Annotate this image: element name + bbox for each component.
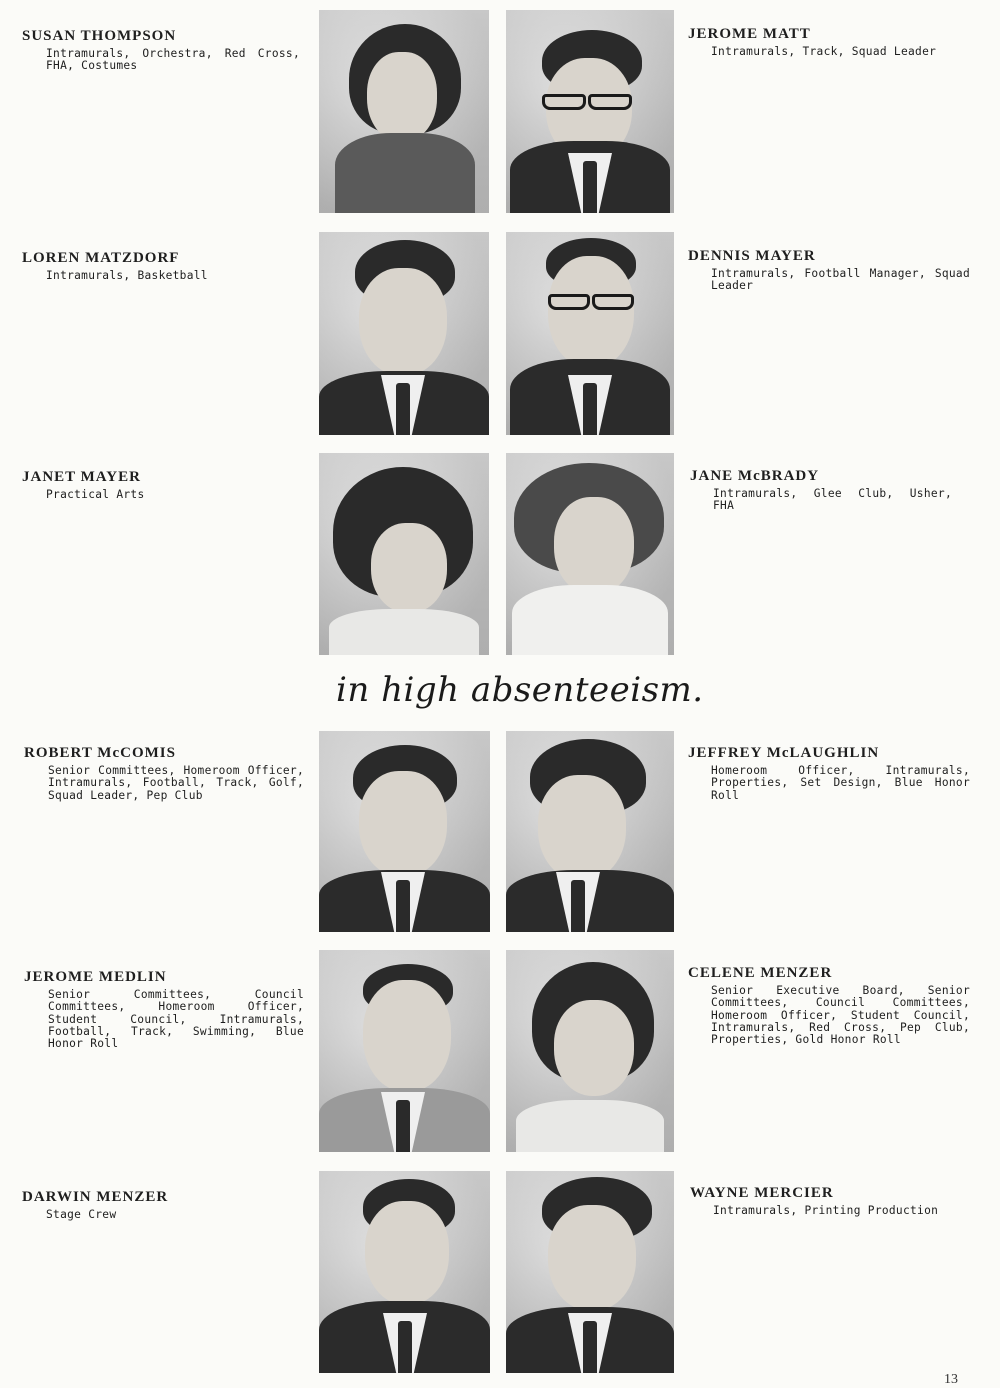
senior-activities: Senior Executive Board, Senior Committees, Council Committees, Homeroom Officer, Student Council, Intramurals, Red Cross, Pep Club, Properties, Gold Honor Roll	[711, 984, 970, 1047]
senior-name: CELENE MENZER	[688, 965, 833, 981]
senior-bio-janet-mayer	[22, 469, 300, 501]
portrait-photo	[319, 232, 489, 435]
senior-name: JEROME MATT	[688, 26, 811, 42]
senior-bio-robert-mccomis	[24, 745, 304, 802]
senior-bio-wayne-mercier	[690, 1185, 952, 1217]
senior-name: DENNIS MAYER	[688, 248, 816, 264]
senior-activities: Homeroom Officer, Intramurals, Properties, Set Design, Blue Honor Roll	[711, 764, 970, 802]
senior-bio-susan-thompson	[22, 28, 300, 73]
senior-name: WAYNE MERCIER	[690, 1185, 834, 1201]
senior-activities: Senior Committees, Homeroom Officer, Intramurals, Football, Track, Golf, Squad Leader, Pep Club	[48, 764, 304, 802]
senior-bio-darwin-menzer	[22, 1189, 300, 1221]
senior-activities: Intramurals, Orchestra, Red Cross, FHA, Costumes	[46, 47, 300, 73]
senior-activities: Intramurals, Track, Squad Leader	[711, 45, 937, 58]
senior-activities: Stage Crew	[46, 1208, 117, 1221]
senior-activities: Senior Committees, Council Committees, Homeroom Officer, Student Council, Intramurals, Football, Track, Swimming, Blue Honor Roll	[48, 988, 304, 1051]
senior-activities: Intramurals, Glee Club, Usher, FHA	[713, 487, 952, 513]
senior-activities: Intramurals, Football Manager, Squad Leader	[711, 267, 970, 293]
senior-activities: Practical Arts	[46, 488, 145, 501]
senior-activities: Intramurals, Basketball	[46, 269, 208, 282]
senior-bio-jane-mcbrady	[690, 468, 952, 513]
senior-name: SUSAN THOMPSON	[22, 28, 177, 44]
portrait-photo	[506, 232, 674, 435]
portrait-photo	[319, 10, 489, 213]
portrait-photo	[506, 1171, 674, 1373]
senior-name: JEFFREY McLAUGHLIN	[688, 745, 880, 761]
portrait-photo	[506, 10, 674, 213]
portrait-photo	[319, 731, 490, 932]
portrait-photo	[319, 1171, 490, 1373]
senior-name: JANE McBRADY	[690, 468, 820, 484]
page-number: 13	[944, 1372, 958, 1387]
senior-name: JANET MAYER	[22, 469, 141, 485]
senior-bio-jerome-medlin	[24, 969, 304, 1050]
senior-bio-dennis-mayer	[688, 248, 970, 293]
portrait-photo	[506, 453, 674, 655]
senior-name: LOREN MATZDORF	[22, 250, 180, 266]
senior-name: JEROME MEDLIN	[24, 969, 167, 985]
senior-activities: Intramurals, Printing Production	[713, 1204, 939, 1217]
senior-name: DARWIN MENZER	[22, 1189, 169, 1205]
portrait-photo	[319, 453, 489, 655]
section-caption: in high absenteeism.	[336, 670, 704, 710]
portrait-photo	[506, 950, 674, 1152]
senior-bio-loren-matzdorf	[22, 250, 300, 282]
portrait-photo	[319, 950, 490, 1152]
portrait-photo	[506, 731, 674, 932]
senior-bio-jeffrey-mclaughlin	[688, 745, 970, 802]
senior-bio-jerome-matt	[688, 26, 940, 58]
senior-bio-celene-menzer	[688, 965, 970, 1046]
senior-name: ROBERT McCOMIS	[24, 745, 176, 761]
